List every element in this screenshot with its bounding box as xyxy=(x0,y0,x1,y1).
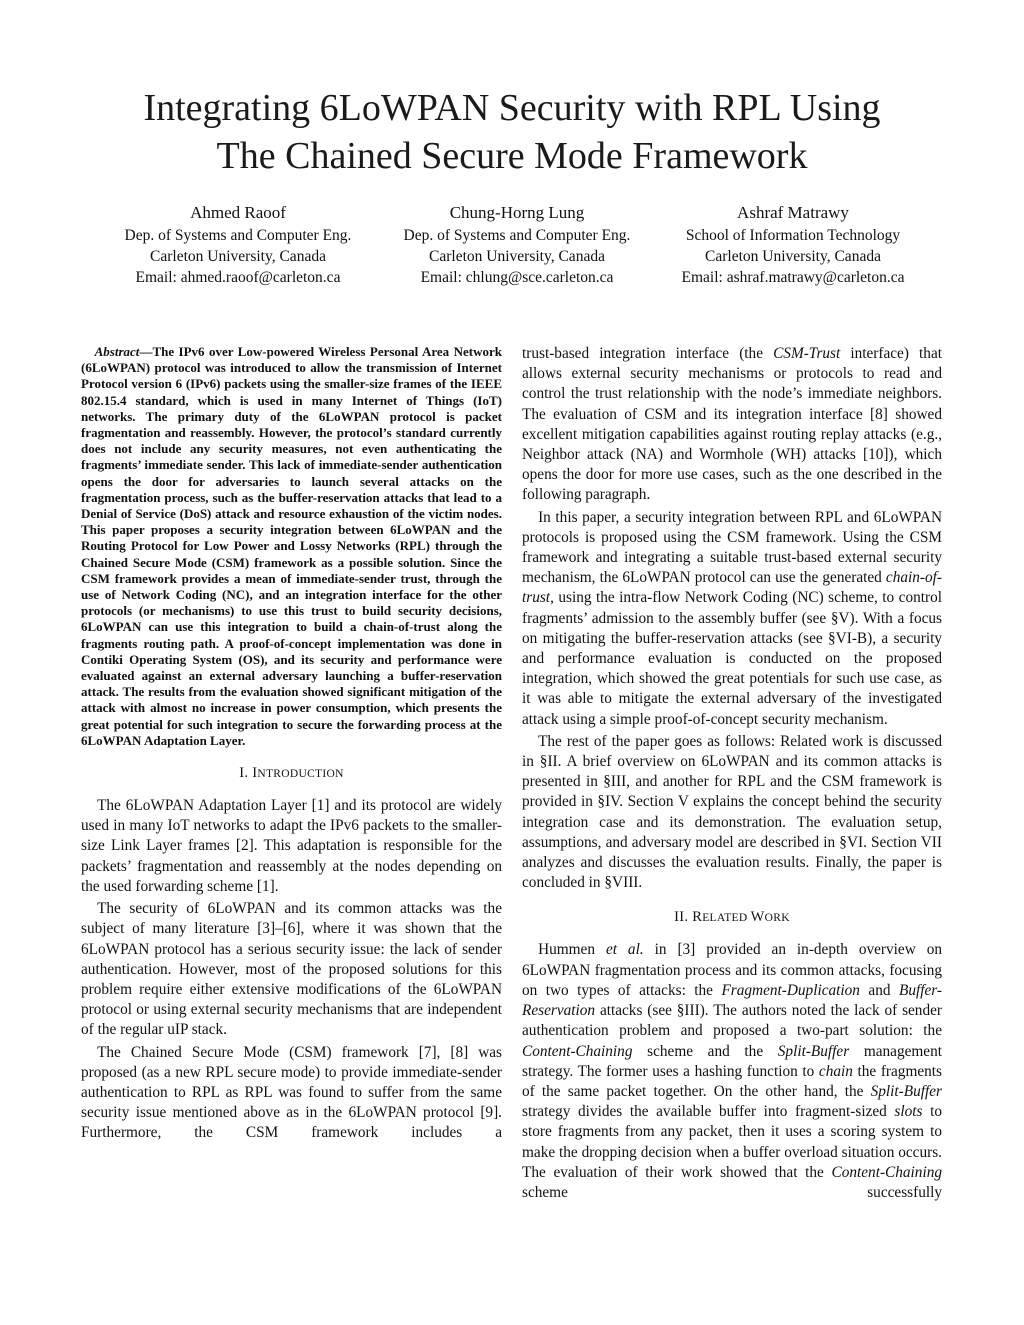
section-rest: ORK xyxy=(764,912,790,925)
emphasis: Split-Buffer xyxy=(870,1082,942,1100)
emphasis: chain-of-trust xyxy=(522,569,942,607)
author-block-1 xyxy=(88,202,388,288)
author-affiliation: Carleton University, Canada xyxy=(429,248,605,265)
author-name: Ashraf Matrawy xyxy=(737,203,849,222)
title-line-1: Integrating 6LoWPAN Security with RPL Using xyxy=(143,87,881,129)
emphasis: Content-Chaining xyxy=(831,1163,942,1181)
related-paragraph-1 xyxy=(522,940,942,1203)
abstract xyxy=(81,344,502,749)
text-run: and xyxy=(859,981,899,999)
section-number: II. xyxy=(674,909,693,926)
intro-paragraph-3: The Chained Secure Mode (CSM) framework [7], [8] was proposed (as a new RPL secure mode) to provide immediate-sender authentication to RPL as RPL was found to suffer from the same security issue mentioned above as in the 6LoWPAN protocol [9]. Furthermore, the CSM framework includes a xyxy=(81,1043,502,1142)
section-heading-related-work xyxy=(522,907,942,928)
right-paragraph-3: The rest of the paper goes as follows: Related work is discussed in §II. A brief overview on 6LoWPAN and its common attacks is presented in §III, and another for RPL and the CSM framework is provided in §IV. Section V explains the concept behind the security integration case and its demonstration. The evaluation setup, assumptions, and adversary model are described in §VI. Section VII analyzes and discusses the evaluation results. Finally, the paper is concluded in §VIII. xyxy=(522,732,942,892)
author-email: Email: ahmed.raoof@carleton.ca xyxy=(135,269,341,286)
text-run: scheme successfully xyxy=(522,1183,942,1201)
emphasis: chain xyxy=(818,1062,853,1080)
emphasis: CSM-Trust xyxy=(773,345,841,362)
emphasis: Split-Buffer xyxy=(777,1042,850,1060)
section-number: I. xyxy=(239,765,253,782)
author-affiliation: Carleton University, Canada xyxy=(705,248,881,265)
text-run: in [3] provided an in-depth overview on 6LoWPAN fragmentation process and its common attacks, focusing on two types of attacks: the xyxy=(522,941,942,999)
author-block-3 xyxy=(643,202,943,288)
section-initial: R xyxy=(692,909,703,926)
right-paragraph-2 xyxy=(522,508,942,730)
author-affiliation: Carleton University, Canada xyxy=(150,248,326,265)
emphasis: slots xyxy=(894,1103,923,1121)
text-run: management strategy. The former uses a hashing function to xyxy=(522,1042,942,1080)
paper-title xyxy=(60,84,964,180)
author-dept: Dep. of Systems and Computer Eng. xyxy=(124,227,352,244)
text-run: to store fragments from any packet, then it uses a scoring system to make the dropping decision when a buffer overload situation occurs. The evaluation of their work showed that the xyxy=(522,1103,942,1181)
section-heading-introduction xyxy=(81,763,502,784)
abstract-dash: — xyxy=(139,344,153,359)
abstract-label: Abstract xyxy=(94,344,140,359)
author-name: Ahmed Raoof xyxy=(190,203,286,222)
text-run: strategy divides the available buffer into fragment-sized xyxy=(522,1103,895,1121)
abstract-text: The IPv6 over Low-powered Wireless Personal Area Network (6LoWPAN) protocol was introduced to allow the transmission of Internet Protocol version 6 (IPv6) packets using the smaller-size frames of the IEEE 802.15.4 standard, which is used in many Internet of Things (IoT) networks. The primary duty of the 6LoWPAN protocol is packet fragmentation and reassembly. However, the protocol’s standard currently does not include any security measures, not even authenticating the fragments’ immediate sender. This lack of immediate-sender authentication opens the door for adversaries to launch several attacks on the fragmentation process, such as the buffer-reservation attacks that lead to a Denial of Service (DoS) attack and resource exhaustion of the victim nodes. This paper proposes a security integration between 6LoWPAN and the Routing Protocol for Low Power and Lossy Networks (RPL) through the Chained Secure Mode (CSM) framework as a possible solution. Since the CSM framework provides a mean of immediate-sender trust, through the use of Network Coding (NC), and an integration interface for the other protocols (or mechanisms) to use this trust to build security decisions, 6LoWPAN can use this integration to build a chain-of-trust along the fragments routing path. A proof-of-concept implementation was done in Contiki Operating System (OS), and its security and performance were evaluated against an external adversary launching a buffer-reservation attack. The results from the evaluation showed significant mitigation of the attack with almost no increase in power consumption, which presents the great potential for such integration to secure the forwarding process at the 6LoWPAN Adaptation Layer. xyxy=(81,344,502,748)
text-run: Hummen xyxy=(538,941,606,959)
left-column xyxy=(81,344,502,1146)
text-run: scheme and the xyxy=(632,1042,778,1060)
text-run: attacks (see §III). The authors noted the lack of sender authentication problem and proposed a two-part solution: the xyxy=(522,1002,942,1040)
author-dept: Dep. of Systems and Computer Eng. xyxy=(403,227,631,244)
author-email: Email: chlung@sce.carleton.ca xyxy=(420,269,614,286)
intro-paragraph-1: The 6LoWPAN Adaptation Layer [1] and its protocol are widely used in many IoT networks to adapt the IPv6 packets to the smaller-size Link Layer frames [2]. This adaptation is responsible for the packets’ fragmentation and reassembly at the nodes depending on the used forwarding scheme [1]. xyxy=(81,797,502,895)
text-run: , using the intra-flow Network Coding (NC) scheme, to control fragments’ admission to the assembly buffer (see §V). With a focus on mitigating the buffer-reservation attacks (see §VI-B), a security and performance evaluation is conducted on the proposed integration, which showed the great potentials for such use case, as it was able to mitigate the external adversary of the investigated attack using a simple proof-of-concept security mechanism. xyxy=(522,589,942,728)
emphasis: Buffer-Reservation xyxy=(522,981,942,1020)
author-email: Email: ashraf.matrawy@carleton.ca xyxy=(681,269,905,286)
section-initial: W xyxy=(750,909,765,926)
author-block-2 xyxy=(367,202,667,288)
emphasis: et al. xyxy=(605,941,644,959)
emphasis: Fragment-Duplication xyxy=(721,981,860,999)
emphasis: Content-Chaining xyxy=(522,1042,633,1060)
author-name: Chung-Horng Lung xyxy=(449,203,585,222)
author-dept: School of Information Technology xyxy=(685,227,901,244)
right-paragraph-1 xyxy=(522,344,942,506)
text-run: the fragments of the same packet together. On the other hand, the xyxy=(522,1062,942,1100)
text-run: interface) that allows external security mechanisms or protocols to read and control the trust relationship with the node’s immediate neighbors. The evaluation of CSM and its integration interface [8] showed excellent mitigation capabilities against routing replay attacks (e.g., Neighbor attack (NA) and Wormhole (WH) attacks [10]), which opens the door for more use cases, such as the one described in the following paragraph. xyxy=(522,345,942,504)
section-rest: ELATED xyxy=(702,912,751,925)
intro-paragraph-2: The security of 6LoWPAN and its common attacks was the subject of many literature [3]–[6], where it was shown that the 6LoWPAN protocol has a serious security issue: the lack of sender authentication. However, most of the proposed solutions for this problem require either extensive modifications of the 6LoWPAN protocol or using external security mechanisms that are independent of the regular uIP stack. xyxy=(81,900,502,1039)
text-run: In this paper, a security integration between RPL and 6LoWPAN protocols is proposed using the CSM framework. Using the CSM framework and integrating a suitable trust-based external security mechanism, the 6LoWPAN protocol can use the generated xyxy=(522,508,942,587)
text-run: trust-based integration interface (the xyxy=(522,345,774,362)
right-column xyxy=(522,344,942,1205)
title-line-2: The Chained Secure Mode Framework xyxy=(216,135,808,177)
section-initial: I xyxy=(252,765,258,782)
section-rest: NTRODUCTION xyxy=(257,768,344,781)
